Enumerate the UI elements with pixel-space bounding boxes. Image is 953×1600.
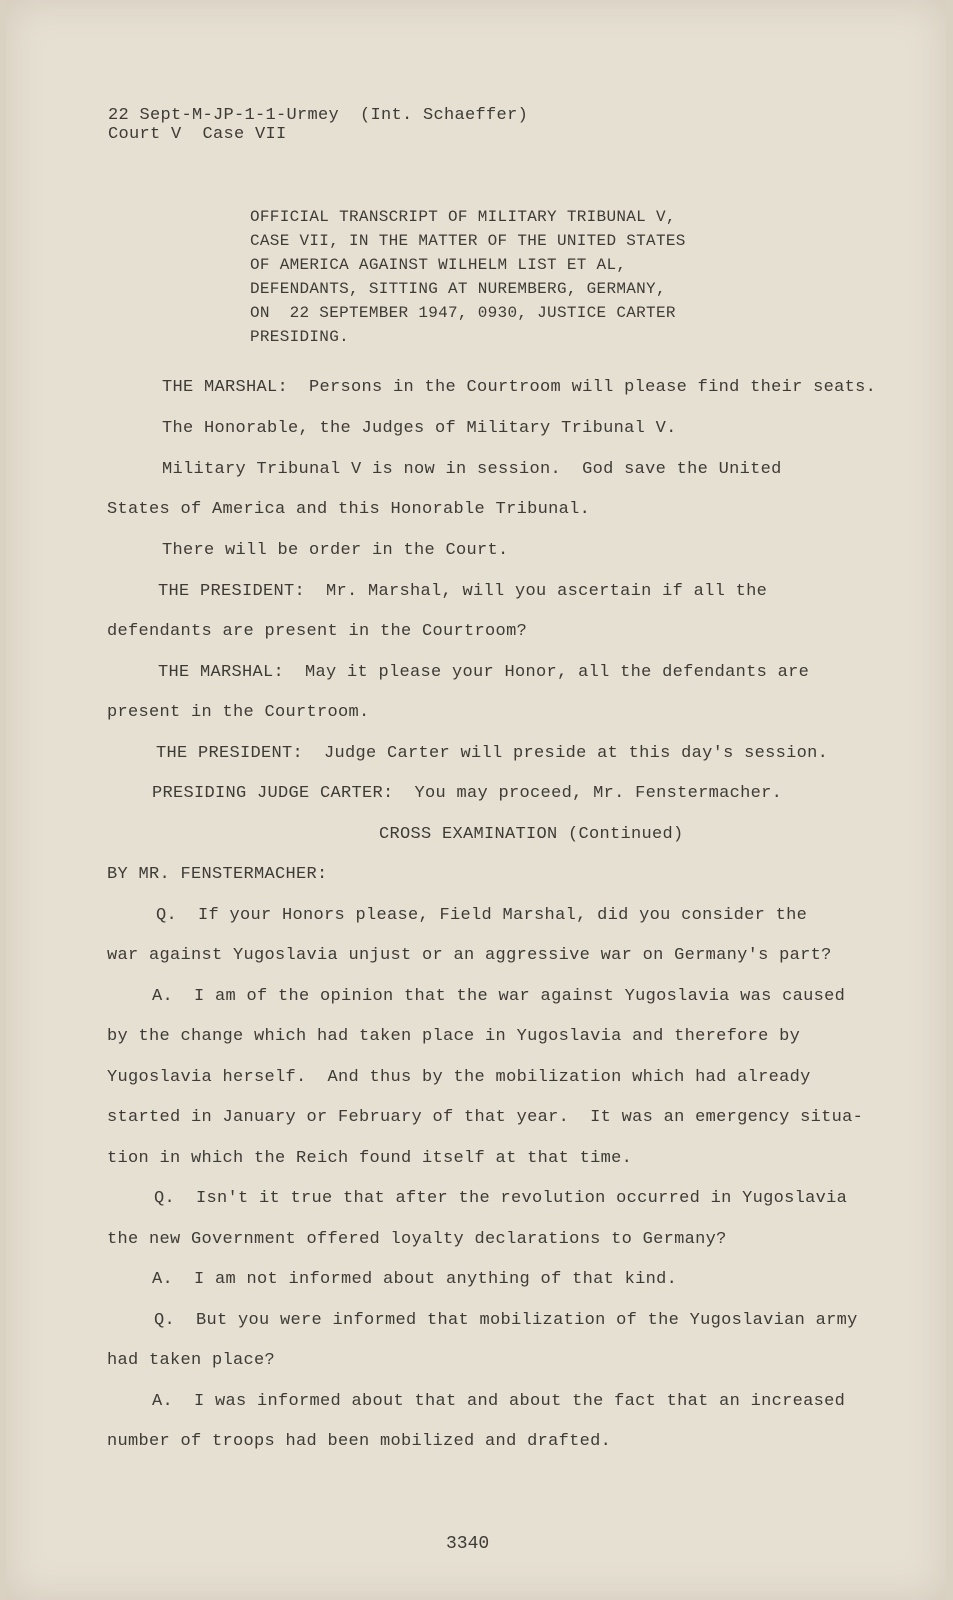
answer-line: started in January or February of that year. It was an emergency situa-: [107, 1108, 864, 1127]
question-line: Q. But you were informed that mobilization of the Yugoslavian army: [154, 1311, 858, 1330]
title-line: DEFENDANTS, SITTING AT NUREMBERG, GERMANY,: [250, 280, 666, 298]
document-page: [6, 0, 946, 1600]
header-court-case: Court V Case VII: [108, 125, 287, 144]
question-line: war against Yugoslavia unjust or an aggressive war on Germany's part?: [107, 946, 832, 965]
transcript-line: THE MARSHAL: May it please your Honor, all the defendants are: [158, 663, 810, 682]
transcript-line: Military Tribunal V is now in session. God save the United: [162, 460, 782, 479]
transcript-line: There will be order in the Court.: [162, 541, 509, 560]
title-line: ON 22 SEPTEMBER 1947, 0930, JUSTICE CARTER: [250, 304, 676, 322]
question-line: the new Government offered loyalty declarations to Germany?: [107, 1230, 727, 1249]
examiner-line: BY MR. FENSTERMACHER:: [107, 865, 328, 884]
question-line: Q. Isn't it true that after the revolution occurred in Yugoslavia: [154, 1189, 848, 1208]
title-line: PRESIDING.: [250, 328, 350, 346]
header-file-reference: 22 Sept-M-JP-1-1-Urmey (Int. Schaeffer): [108, 106, 529, 125]
answer-line: by the change which had taken place in Yugoslavia and therefore by: [107, 1027, 801, 1046]
transcript-line: THE MARSHAL: Persons in the Courtroom will please find their seats.: [162, 378, 877, 397]
answer-line: Yugoslavia herself. And thus by the mobilization which had already: [107, 1068, 811, 1087]
transcript-line: The Honorable, the Judges of Military Tribunal V.: [162, 419, 677, 438]
answer-line: A. I am not informed about anything of that kind.: [152, 1270, 678, 1289]
question-line: had taken place?: [107, 1351, 276, 1370]
transcript-line: THE PRESIDENT: Mr. Marshal, will you ascertain if all the: [158, 582, 768, 601]
answer-line: A. I am of the opinion that the war against Yugoslavia was caused: [152, 987, 846, 1006]
transcript-line: defendants are present in the Courtroom?: [107, 622, 528, 641]
section-heading: CROSS EXAMINATION (Continued): [379, 825, 684, 844]
answer-line: A. I was informed about that and about the fact that an increased: [152, 1392, 846, 1411]
transcript-line: present in the Courtroom.: [107, 703, 370, 722]
question-line: Q. If your Honors please, Field Marshal, did you consider the: [156, 906, 808, 925]
title-line: OFFICIAL TRANSCRIPT OF MILITARY TRIBUNAL V,: [250, 208, 676, 226]
answer-line: tion in which the Reich found itself at that time.: [107, 1149, 633, 1168]
title-line: CASE VII, IN THE MATTER OF THE UNITED STATES: [250, 232, 686, 250]
title-line: OF AMERICA AGAINST WILHELM LIST ET AL,: [250, 256, 627, 274]
transcript-line: PRESIDING JUDGE CARTER: You may proceed, Mr. Fenstermacher.: [152, 784, 783, 803]
transcript-line: States of America and this Honorable Tribunal.: [107, 500, 591, 519]
page-number: 3340: [446, 1534, 490, 1554]
answer-line: number of troops had been mobilized and drafted.: [107, 1432, 612, 1451]
transcript-line: THE PRESIDENT: Judge Carter will preside at this day's session.: [156, 744, 829, 763]
